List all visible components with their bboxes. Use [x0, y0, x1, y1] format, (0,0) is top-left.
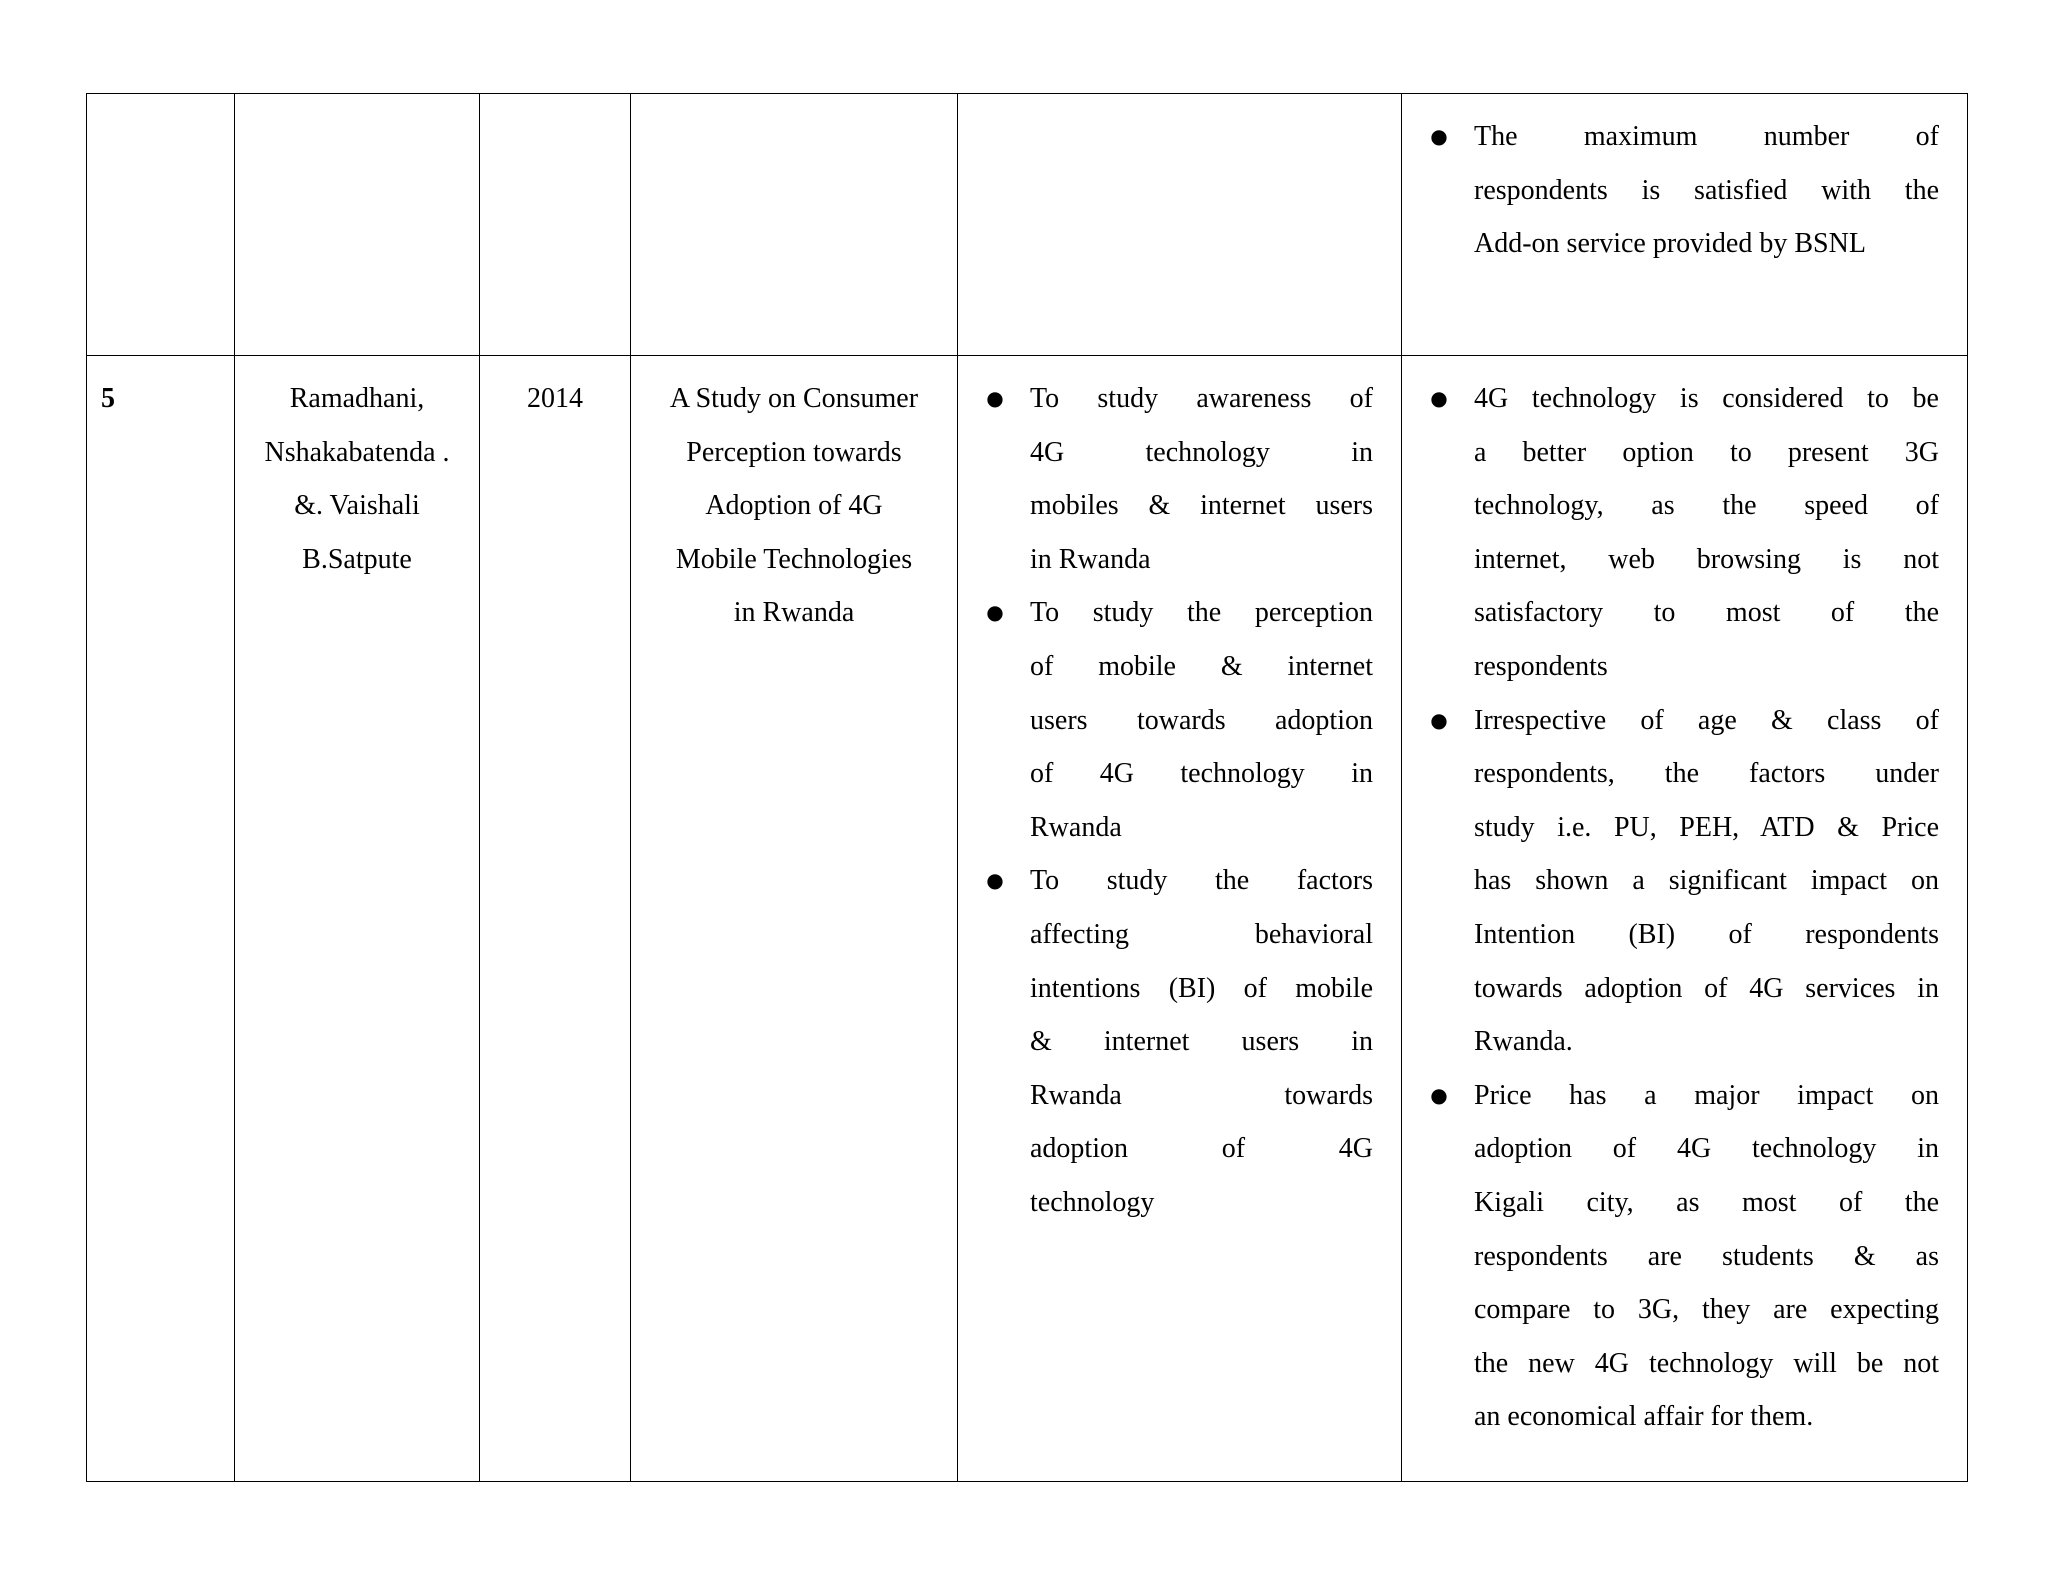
authors-cell-empty — [235, 94, 480, 356]
text-line: Rwanda. — [1474, 1026, 1573, 1058]
text-line: respondents are students & as — [1474, 1240, 1939, 1272]
authors-cell — [235, 356, 480, 1482]
bullet-icon: ● — [1430, 707, 1448, 732]
text-line: adoption of 4G technology in — [1474, 1133, 1939, 1165]
bullet-icon: ● — [986, 600, 1004, 625]
objectives-list — [972, 372, 1387, 1230]
findings-list — [1416, 372, 1953, 1444]
text-line: Perception towards — [686, 436, 902, 468]
serial-number: 5 — [101, 383, 115, 414]
bullet-icon: ● — [1430, 386, 1448, 410]
text-line: satisfactory to most of the — [1474, 597, 1939, 629]
text-line: To study awareness of — [1030, 383, 1373, 414]
objectives-cell-empty — [958, 94, 1402, 356]
text-line: B.Satpute — [302, 543, 412, 575]
text-line: a better option to present 3G — [1474, 436, 1939, 468]
study-title — [631, 356, 957, 640]
text-line: in Rwanda — [733, 597, 855, 629]
text-line: Intention (BI) of respondents — [1474, 918, 1939, 950]
bullet-icon: ● — [1430, 124, 1448, 148]
text-line: &. Vaishali — [294, 490, 420, 522]
list-item — [1430, 372, 1939, 694]
findings-list-continued — [1416, 110, 1953, 271]
text-line: Kigali city, as most of the — [1474, 1186, 1939, 1218]
text-line: & internet users in — [1030, 1026, 1373, 1058]
list-item — [986, 372, 1373, 586]
bullet-icon: ● — [1430, 1082, 1448, 1107]
list-item — [1430, 1069, 1939, 1444]
text-line: of mobile & internet — [1030, 650, 1373, 682]
list-item — [986, 586, 1373, 854]
bullet-icon: ● — [986, 868, 1004, 893]
list-item — [986, 854, 1373, 1229]
text-line: adoption of 4G — [1030, 1133, 1373, 1165]
list-item — [1430, 110, 1939, 271]
text-line: To study the perception — [1030, 597, 1373, 629]
table-row-continued — [87, 94, 1968, 356]
year-cell — [480, 356, 631, 1482]
text-line: Nshakabatenda . — [264, 436, 450, 468]
text-line: technology — [1030, 1186, 1155, 1218]
text-line: A Study on Consumer — [669, 383, 919, 414]
text-line: Price has a major impact on — [1474, 1079, 1939, 1111]
text-line: of 4G technology in — [1030, 758, 1373, 790]
authors — [235, 356, 479, 586]
literature-review-table — [86, 93, 1968, 1482]
text-line: the new 4G technology will be not — [1474, 1347, 1939, 1379]
text-line: towards adoption of 4G services in — [1474, 972, 1939, 1004]
table-row-5 — [87, 356, 1968, 1482]
text-line: respondents — [1474, 650, 1608, 682]
text-line: study i.e. PU, PEH, ATD & Price — [1474, 811, 1939, 843]
text-line: respondents, the factors under — [1474, 758, 1939, 790]
text-line: has shown a significant impact on — [1474, 865, 1939, 897]
title-cell — [631, 356, 958, 1482]
text-line: mobiles & internet users — [1030, 490, 1373, 522]
text-line: compare to 3G, they are expecting — [1474, 1294, 1939, 1326]
list-item — [1430, 694, 1939, 1069]
text-line: Irrespective of age & class of — [1474, 704, 1939, 736]
year-cell-empty — [480, 94, 631, 356]
findings-cell-continued — [1402, 94, 1968, 356]
objectives-cell — [958, 356, 1402, 1482]
text-line: internet, web browsing is not — [1474, 543, 1939, 575]
text-line: Add-on service provided by BSNL — [1474, 228, 1866, 260]
text-line: Ramadhani, — [289, 383, 425, 414]
text-line: 4G technology in — [1030, 436, 1373, 468]
text-line: intentions (BI) of mobile — [1030, 972, 1373, 1004]
text-line: The maximum number of — [1474, 121, 1939, 152]
text-line: affecting behavioral — [1030, 918, 1373, 950]
bullet-icon: ● — [986, 386, 1004, 410]
sno-cell-empty — [87, 94, 235, 356]
text-line: Mobile Technologies — [675, 543, 913, 575]
text-line: Adoption of 4G — [705, 490, 883, 522]
text-line: users towards adoption — [1030, 704, 1373, 736]
text-line: in Rwanda — [1030, 543, 1151, 575]
year: 2014 — [527, 383, 583, 414]
text-line: Rwanda — [1030, 811, 1122, 843]
text-line: 4G technology is considered to be — [1474, 383, 1939, 414]
sno-cell — [87, 356, 235, 1482]
text-line: respondents is satisfied with the — [1474, 174, 1939, 206]
title-cell-empty — [631, 94, 958, 356]
text-line: an economical affair for them. — [1474, 1401, 1814, 1433]
text-line: technology, as the speed of — [1474, 490, 1939, 522]
findings-cell — [1402, 356, 1968, 1482]
text-line: To study the factors — [1030, 865, 1373, 897]
text-line: Rwanda towards — [1030, 1079, 1373, 1111]
